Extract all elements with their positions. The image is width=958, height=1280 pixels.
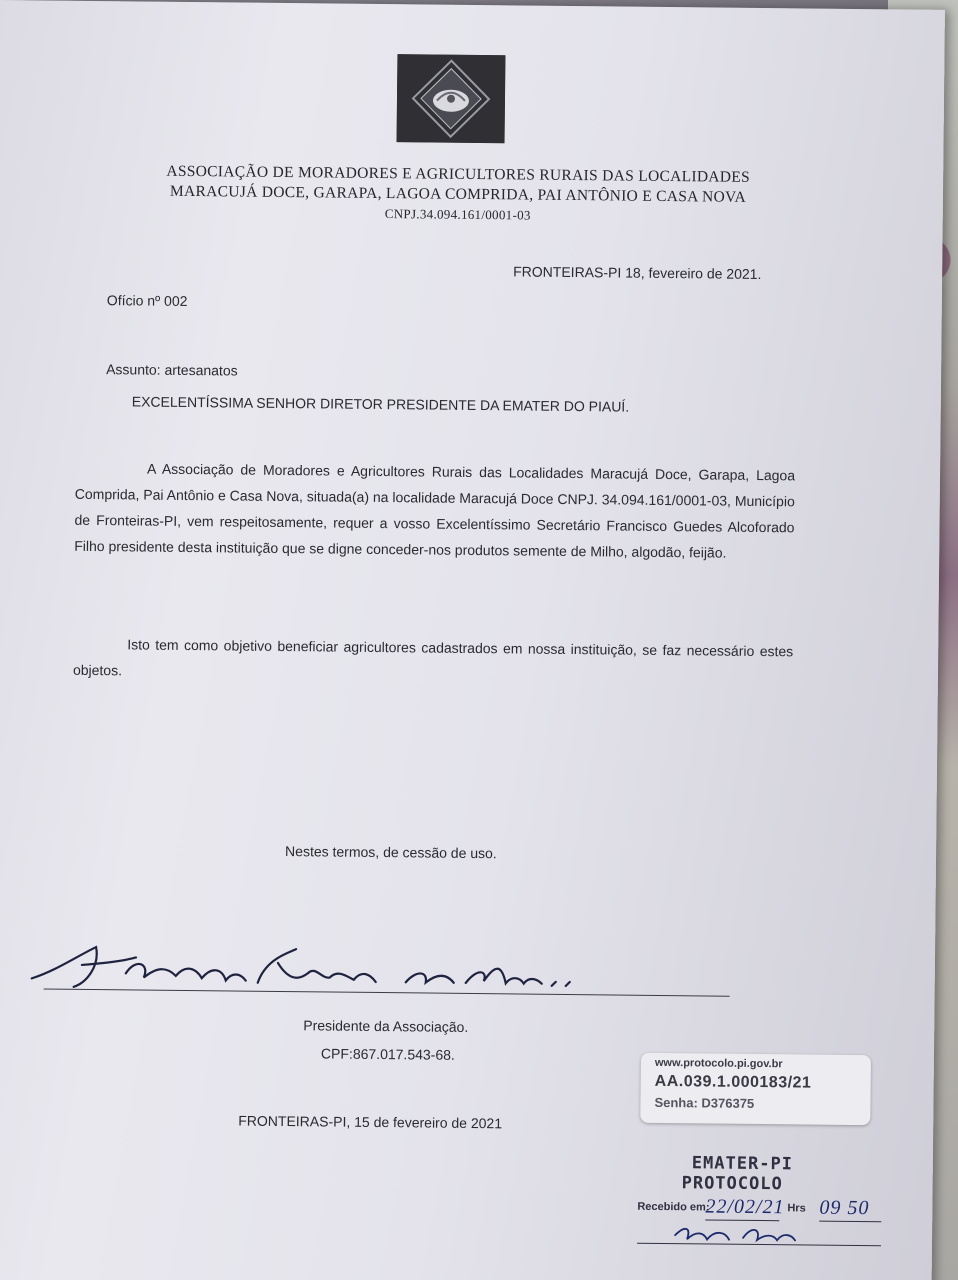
header-cnpj: CNPJ.34.094.161/0001-03 (384, 206, 531, 223)
salutation: EXCELENTÍSSIMA SENHOR DIRETOR PRESIDENTE DA EMATER DO PIAUÍ. (131, 393, 630, 415)
signer-role: Presidente da Associação. (303, 1017, 469, 1035)
oficio-number: Ofício nº 002 (106, 292, 188, 309)
header-line-1: ASSOCIAÇÃO DE MORADORES E AGRICULTORES RURAIS DAS LOCALIDADES (166, 162, 751, 186)
stamp-received-date: 22/02/21 (705, 1195, 785, 1219)
stamp-hours-label: Hrs (787, 1202, 806, 1215)
stamp-title: PROTOCOLO (681, 1173, 783, 1195)
stamp-received-label: Recebido em: (637, 1200, 710, 1214)
paragraph-request: A Associação de Moradores e Agricultores Rurais das Localidades Maracujá Doce, Garapa, Lagoa Comprida, Pai Antônio e Casa Nova, situada(a) na localidade Maracujá Doce CNPJ. 34.094.161/0001-03, Município de Fronteiras-PI, vem respeitosamente, requer a vosso Excelentíssimo Secretário Francisco Guedes Alcoforado Filho presidente desta instituição que se digne conceder-nos produtos semente de Milho, algodão, feijão. (74, 460, 796, 561)
signer-cpf: CPF:867.017.543-68. (320, 1045, 455, 1063)
subject: Assunto: artesanatos (106, 361, 238, 379)
association-header (78, 161, 839, 229)
footer-place-date: FRONTEIRAS-PI, 15 de fevereiro de 2021 (238, 1112, 503, 1132)
sticker-password: Senha: D376375 (654, 1094, 755, 1111)
place-date: FRONTEIRAS-PI 18, fevereiro de 2021. (513, 263, 762, 282)
sticker-url: www.protocolo.pi.gov.br (654, 1056, 783, 1071)
association-logo (397, 54, 506, 143)
sticker-code: AA.039.1.000183/21 (654, 1072, 812, 1092)
stamp-received-time: 09 50 (819, 1196, 870, 1220)
protocol-sticker (640, 1053, 871, 1125)
protocol-stamp (635, 1153, 886, 1256)
stamp-org: EMATER-PI (691, 1153, 794, 1175)
paragraph-objective: Isto tem como objetivo beneficiar agricultores cadastrados em nossa instituição, se faz necessário estes objetos. (72, 636, 794, 679)
logo-emblem-icon (397, 54, 506, 143)
closing-line: Nestes termos, de cessão de uso. (285, 843, 497, 862)
header-line-2: MARACUJÁ DOCE, GARAPA, LAGOA COMPRIDA, PAI ANTÔNIO E CASA NOVA (169, 182, 747, 206)
